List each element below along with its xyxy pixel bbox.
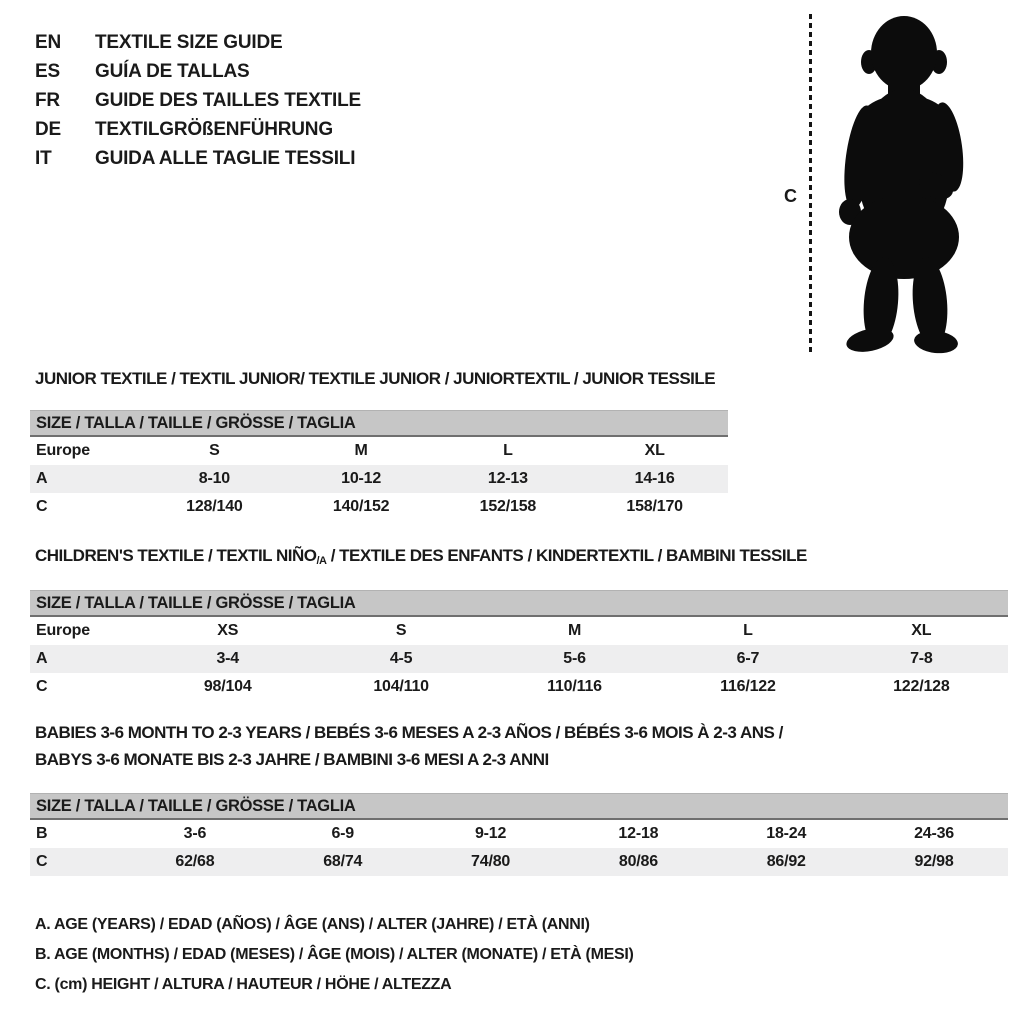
- lang-row-de: [35, 115, 361, 144]
- row-label: C: [36, 678, 48, 695]
- age-cell: 10-12: [341, 470, 382, 487]
- height-cell: 68/74: [323, 853, 363, 870]
- size-cell: L: [743, 622, 753, 639]
- height-cell: 110/116: [547, 678, 602, 695]
- children-title-prefix: CHILDREN'S TEXTILE / TEXTIL NIÑO: [35, 546, 317, 565]
- size-cell: XS: [217, 622, 239, 639]
- section-title-junior: JUNIOR TEXTILE / TEXTIL JUNIOR/ TEXTILE JUNIOR / JUNIORTEXTIL / JUNIOR TESSILE: [35, 369, 716, 388]
- age-cell: 12-18: [618, 825, 659, 842]
- height-cell: 128/140: [186, 498, 243, 515]
- table-row-age: [30, 645, 1008, 673]
- size-header-bar: SIZE / TALLA / TAILLE / GRÖSSE / TAGLIA: [30, 590, 1008, 617]
- babies-size-table: [30, 793, 1008, 876]
- lang-code: DE: [35, 118, 61, 140]
- height-cell: 152/158: [479, 498, 537, 515]
- table-row-height: [30, 673, 1008, 701]
- size-cell: L: [503, 442, 513, 459]
- table-row-height: [30, 493, 728, 521]
- lang-row-fr: [35, 86, 361, 115]
- age-cell: 24-36: [914, 825, 955, 842]
- size-header-bar: SIZE / TALLA / TAILLE / GRÖSSE / TAGLIA: [30, 410, 728, 437]
- legend: [35, 910, 634, 1000]
- size-cell: S: [395, 622, 407, 639]
- row-label: B: [36, 825, 48, 842]
- table-row-height: [30, 848, 1008, 876]
- lang-row-en: [35, 28, 361, 57]
- lang-label: GUIDE DES TAILLES TEXTILE: [95, 89, 361, 111]
- size-cell: M: [354, 442, 368, 459]
- height-measure-label: C: [784, 186, 797, 206]
- height-cell: 104/110: [373, 678, 429, 695]
- row-label: A: [36, 650, 48, 667]
- row-label: Europe: [36, 442, 90, 459]
- row-label: A: [36, 470, 48, 487]
- age-cell: 5-6: [563, 650, 586, 667]
- language-header: [35, 28, 361, 173]
- table-row-age: [30, 465, 728, 493]
- lang-label: TEXTILGRÖßENFÜHRUNG: [95, 118, 333, 140]
- table-row-age-months: [30, 820, 1008, 848]
- section-title-babies-line2: BABYS 3-6 MONATE BIS 2-3 JAHRE / BAMBINI 3-6 MESI A 2-3 ANNI: [35, 750, 549, 769]
- height-cell: 86/92: [766, 853, 806, 870]
- age-cell: 7-8: [910, 650, 933, 667]
- legend-line-a: A. AGE (YEARS) / EDAD (AÑOS) / ÂGE (ANS) / ALTER (JAHRE) / ETÀ (ANNI): [35, 916, 590, 933]
- age-cell: 9-12: [474, 825, 507, 842]
- age-cell: 14-16: [634, 470, 675, 487]
- children-title-suffix: / TEXTILE DES ENFANTS / KINDERTEXTIL / BAMBINI TESSILE: [326, 546, 807, 565]
- lang-code: EN: [35, 31, 61, 53]
- height-cell: 122/128: [893, 678, 950, 695]
- height-measure-dotted-line: [809, 14, 812, 354]
- age-cell: 6-9: [331, 825, 354, 842]
- section-title-babies-line1: BABIES 3-6 MONTH TO 2-3 YEARS / BEBÉS 3-6 MESES A 2-3 AÑOS / BÉBÉS 3-6 MOIS À 2-3 ANS /: [35, 723, 783, 742]
- height-cell: 80/86: [618, 853, 658, 870]
- table-row-europe: [30, 437, 728, 465]
- lang-label: TEXTILE SIZE GUIDE: [95, 31, 283, 53]
- row-label: Europe: [36, 622, 90, 639]
- age-cell: 18-24: [766, 825, 807, 842]
- age-cell: 4-5: [389, 650, 413, 667]
- size-header-bar: SIZE / TALLA / TAILLE / GRÖSSE / TAGLIA: [30, 793, 1008, 820]
- row-label: C: [36, 498, 48, 515]
- height-cell: 140/152: [332, 498, 390, 515]
- table-row-europe: [30, 617, 1008, 645]
- age-cell: 12-13: [487, 470, 528, 487]
- height-cell: 98/104: [203, 678, 252, 695]
- size-cell: XL: [911, 622, 932, 639]
- section-title-children: [35, 546, 807, 566]
- height-cell: 92/98: [914, 853, 954, 870]
- height-cell: 62/68: [175, 853, 215, 870]
- lang-row-es: [35, 57, 361, 86]
- size-cell: XL: [644, 442, 665, 459]
- baby-silhouette-icon: [818, 2, 988, 354]
- lang-row-it: [35, 144, 361, 173]
- age-cell: 3-4: [216, 650, 239, 667]
- lang-code: ES: [35, 60, 60, 82]
- age-cell: 8-10: [198, 470, 230, 487]
- height-cell: 158/170: [626, 498, 683, 515]
- size-cell: S: [209, 442, 220, 459]
- junior-size-table: [30, 410, 728, 521]
- lang-code: IT: [35, 147, 52, 169]
- children-title-subscript: /A: [316, 555, 327, 567]
- legend-line-b: B. AGE (MONTHS) / EDAD (MESES) / ÂGE (MOIS) / ALTER (MONATE) / ETÀ (MESI): [35, 946, 634, 963]
- age-cell: 6-7: [736, 650, 760, 667]
- children-size-table: [30, 590, 1008, 701]
- height-cell: 116/122: [720, 678, 776, 695]
- age-cell: 3-6: [183, 825, 207, 842]
- size-cell: M: [567, 622, 582, 639]
- lang-code: FR: [35, 89, 60, 111]
- lang-label: GUÍA DE TALLAS: [95, 60, 250, 82]
- row-label: C: [36, 853, 48, 870]
- legend-line-c: C. (cm) HEIGHT / ALTURA / HAUTEUR / HÖHE / ALTEZZA: [35, 976, 452, 993]
- lang-label: GUIDA ALLE TAGLIE TESSILI: [95, 147, 356, 169]
- height-cell: 74/80: [471, 853, 511, 870]
